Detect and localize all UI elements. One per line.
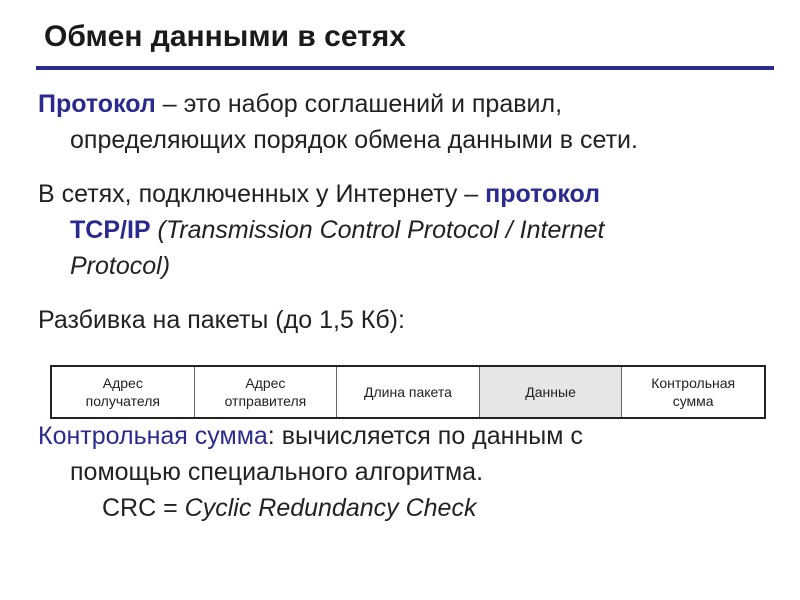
- packets-text: Разбивка на пакеты (до 1,5 Кб):: [38, 306, 405, 334]
- tcpip-term: TCP/IP: [70, 216, 151, 244]
- crc-label: CRC =: [102, 494, 185, 522]
- crc-line: [38, 490, 583, 526]
- protocol-definition: [38, 86, 638, 158]
- crc-expansion: Cyclic Redundancy Check: [184, 494, 477, 522]
- packet-cell-recipient-address: Адрес получателя: [52, 367, 195, 417]
- checksum-paragraph: [38, 418, 583, 526]
- packet-structure-table: [50, 365, 766, 419]
- title-underline: [36, 66, 774, 70]
- checksum-term: Контрольная сумма: [38, 422, 268, 450]
- packet-cell-sender-address: Адрес отправителя: [195, 367, 338, 417]
- protocol-term: Протокол: [38, 90, 156, 118]
- tcpip-intro-text: В сетях, подключенных у Интернету –: [38, 180, 486, 208]
- packet-cell-checksum: Контрольная сумма: [651, 375, 736, 409]
- slide-title: Обмен данными в сетях: [44, 20, 406, 53]
- tcpip-paragraph: [38, 176, 604, 284]
- packets-paragraph: [38, 302, 405, 338]
- protocol-definition-line2: определяющих порядок обмена данными в сети.: [70, 126, 638, 154]
- checksum-definition-text: : вычисляется по данным с: [267, 422, 583, 450]
- packet-cell-data: Данные: [480, 367, 623, 417]
- packet-cell-length: Длина пакета: [337, 367, 480, 417]
- protocol-definition-text: – это набор соглашений и правил,: [155, 90, 563, 118]
- tcpip-expansion-line2: Protocol): [70, 252, 171, 280]
- tcpip-expansion: (Transmission Control Protocol / Internet: [150, 216, 605, 244]
- checksum-definition-line2: помощью специального алгоритма.: [70, 458, 484, 486]
- protocol-highlight: протокол: [485, 180, 601, 208]
